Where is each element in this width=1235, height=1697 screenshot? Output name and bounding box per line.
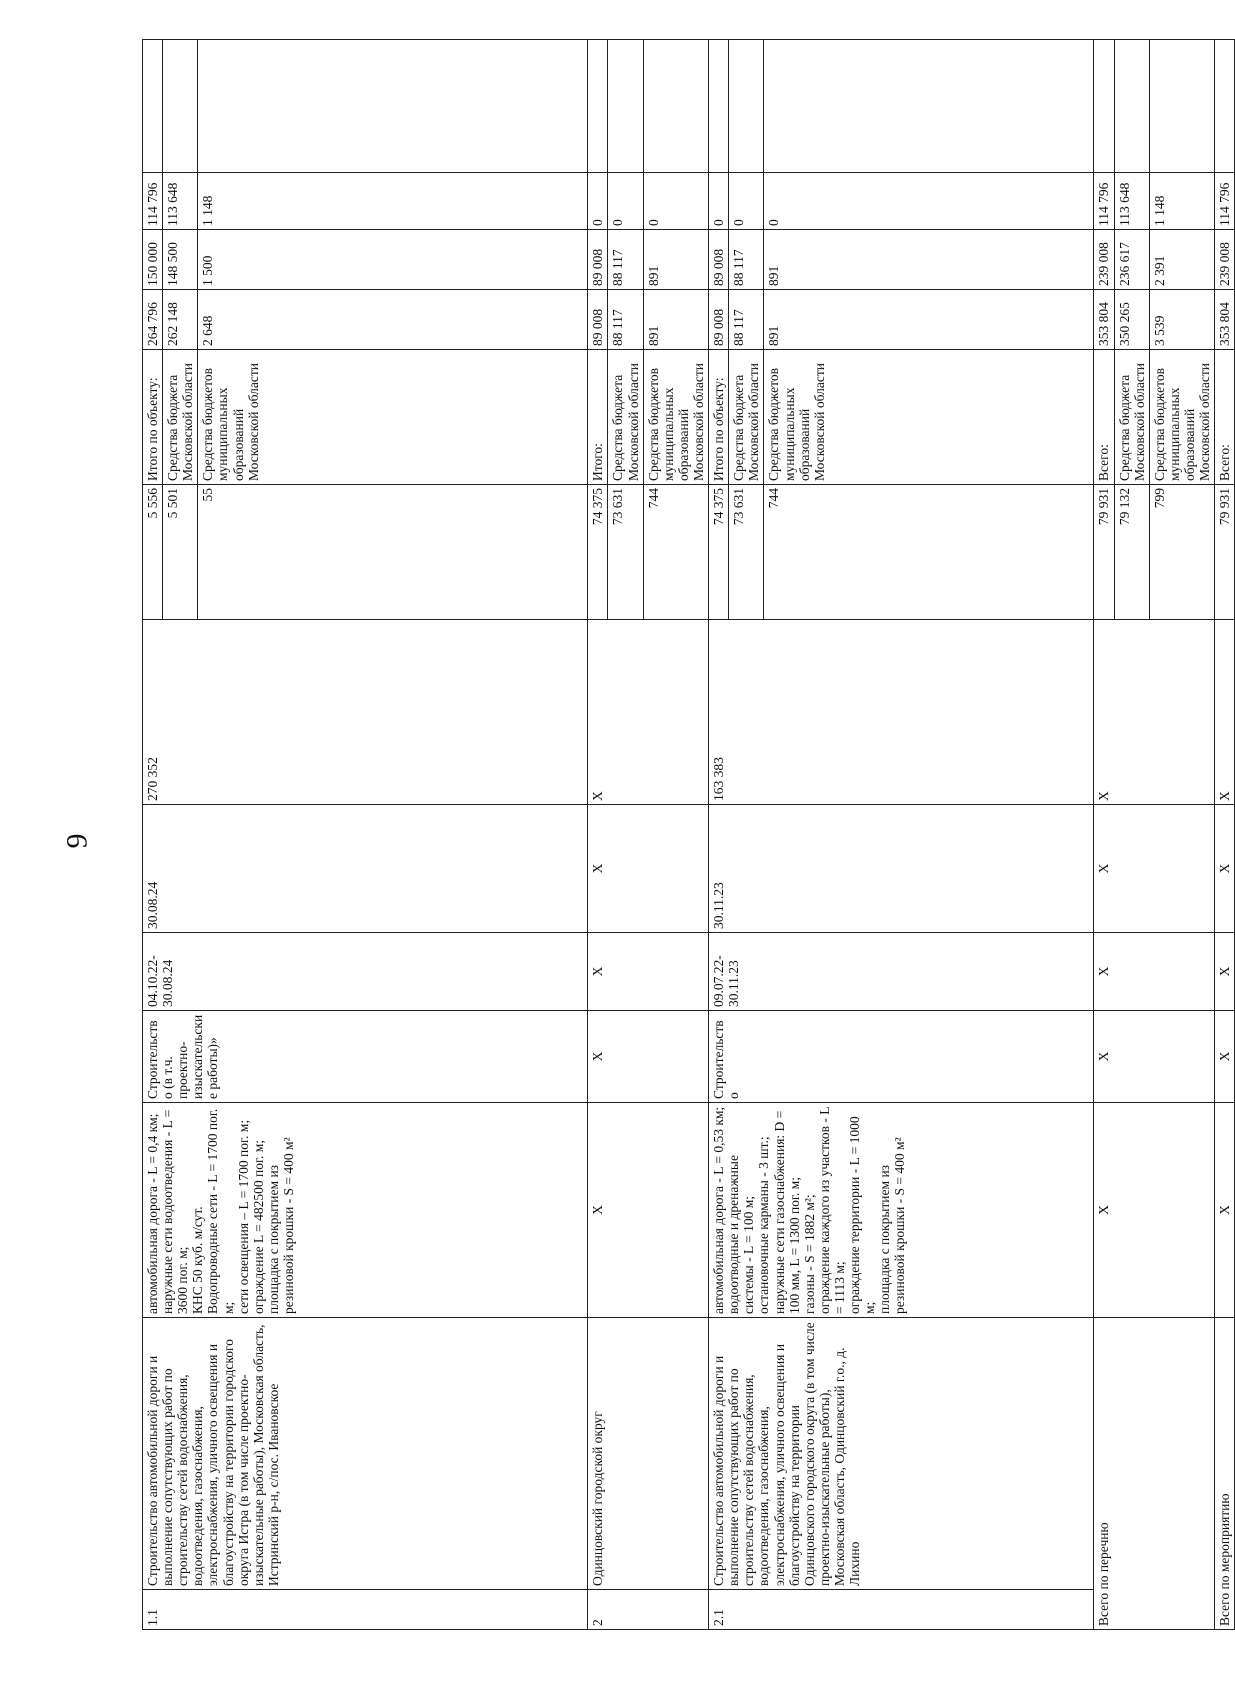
funding-source: Средства бюджета Московской области xyxy=(163,350,198,485)
funding-total: 353 804 xyxy=(1215,290,1235,350)
x-mark: X xyxy=(1215,620,1235,805)
funding-source: Средства бюджетов муниципальных образований Московской области xyxy=(764,350,1094,485)
funding-source: Всего: xyxy=(1215,350,1235,485)
x-mark: X xyxy=(1094,1011,1215,1103)
work-type: X xyxy=(588,1011,709,1103)
funding-year-2: 114 796 xyxy=(1094,173,1114,230)
funding-year-2: 113 648 xyxy=(1114,173,1149,230)
x-mark: X xyxy=(1215,1103,1235,1318)
x-mark: X xyxy=(1215,1011,1235,1103)
funding-year-2: 113 648 xyxy=(163,173,198,230)
funding-source: Средства бюджетов муниципальных образований Московской области xyxy=(198,350,588,485)
funding-source: Средства бюджета Московской области xyxy=(1114,350,1149,485)
funding-total: 891 xyxy=(643,290,708,350)
funding-year-1: 891 xyxy=(643,230,708,290)
row-number: 2 xyxy=(588,1590,709,1630)
funded-amount: 73 631 xyxy=(729,485,764,620)
funding-year-1: 891 xyxy=(764,230,1094,290)
funded-amount: 73 631 xyxy=(608,485,643,620)
estimated-cost: 163 383 xyxy=(709,620,1094,805)
funded-amount: 55 xyxy=(198,485,588,620)
total-event-label: Всего по мероприятию xyxy=(1215,1318,1235,1630)
funding-source: Средства бюджета Московской области xyxy=(729,350,764,485)
funded-amount: 744 xyxy=(643,485,708,620)
work-period: 04.10.22-30.08.24 xyxy=(143,933,588,1011)
funding-year-1: 2 391 xyxy=(1149,230,1214,290)
funding-total: 353 804 xyxy=(1094,290,1114,350)
table-row xyxy=(143,40,163,1630)
empty-cell xyxy=(198,40,588,173)
empty-cell xyxy=(1114,40,1149,173)
funded-amount: 5 556 xyxy=(143,485,163,620)
funding-year-2: 1 148 xyxy=(1149,173,1214,230)
funding-source: Средства бюджетов муниципальных образований Московской области xyxy=(643,350,708,485)
x-mark: X xyxy=(1094,933,1215,1011)
table-row xyxy=(709,40,729,1630)
completion-date: X xyxy=(588,805,709,933)
funding-year-1: 88 117 xyxy=(608,230,643,290)
funding-year-1: 89 008 xyxy=(588,230,608,290)
funding-year-2: 114 796 xyxy=(1215,173,1235,230)
funding-year-1: 88 117 xyxy=(729,230,764,290)
funding-total: 891 xyxy=(764,290,1094,350)
rotated-table-wrapper xyxy=(142,40,1233,1630)
completion-date: 30.08.24 xyxy=(143,805,588,933)
funding-year-2: 0 xyxy=(643,173,708,230)
funding-total: 350 265 xyxy=(1114,290,1149,350)
funding-year-1: 150 000 xyxy=(143,230,163,290)
empty-cell xyxy=(588,40,608,173)
funding-source: Средства бюджета Московской области xyxy=(608,350,643,485)
funding-year-2: 0 xyxy=(709,173,729,230)
funded-amount: 744 xyxy=(764,485,1094,620)
funding-total: 89 008 xyxy=(709,290,729,350)
object-capacity: X xyxy=(588,1103,709,1318)
estimated-cost: X xyxy=(588,620,709,805)
funded-amount: 799 xyxy=(1149,485,1214,620)
funding-total: 89 008 xyxy=(588,290,608,350)
row-number: 2.1 xyxy=(709,1590,1094,1630)
funding-total: 264 796 xyxy=(143,290,163,350)
funding-year-2: 1 148 xyxy=(198,173,588,230)
empty-cell xyxy=(709,40,729,173)
funding-total: 262 148 xyxy=(163,290,198,350)
total-list-label: Всего по перечню xyxy=(1094,1318,1215,1630)
object-name: Строительство автомобильной дороги и выполнение сопутствующих работ по строительству сетей водоснабжения, водоотведения, газоснабжения, электроснабжения, уличного освещения и благоустройству на территории Одинцовского городского округа (в том числе проектно-изыскательные работы), Московская область, Одинцовский г.о., д. Лихино xyxy=(709,1318,1094,1590)
funding-total: 3 539 xyxy=(1149,290,1214,350)
funding-year-2: 0 xyxy=(764,173,1094,230)
funding-year-1: 89 008 xyxy=(709,230,729,290)
empty-cell xyxy=(1149,40,1214,173)
funding-total: 2 648 xyxy=(198,290,588,350)
funding-year-2: 0 xyxy=(608,173,643,230)
work-period: X xyxy=(588,933,709,1011)
x-mark: X xyxy=(1094,620,1215,805)
empty-cell xyxy=(1215,40,1235,173)
work-type: Строительство xyxy=(709,1011,1094,1103)
x-mark: X xyxy=(1215,933,1235,1011)
funded-amount: 79 931 xyxy=(1094,485,1114,620)
estimated-cost: 270 352 xyxy=(143,620,588,805)
work-period: 09.07.22-30.11.23 xyxy=(709,933,1094,1011)
funding-source: Итого: xyxy=(588,350,608,485)
funding-year-1: 1 500 xyxy=(198,230,588,290)
funded-amount: 79 132 xyxy=(1114,485,1149,620)
empty-cell xyxy=(608,40,643,173)
funding-year-1: 239 008 xyxy=(1094,230,1114,290)
object-name: Одинцовский городской округ xyxy=(588,1318,709,1590)
empty-cell xyxy=(643,40,708,173)
page-number: 9 xyxy=(60,833,94,849)
table-row xyxy=(1215,40,1235,1630)
work-type: Строительство (в т.ч. проектно-изыскательские работы)» xyxy=(143,1011,588,1103)
funding-year-2: 0 xyxy=(588,173,608,230)
funding-year-1: 239 008 xyxy=(1215,230,1235,290)
object-name: Строительство автомобильной дороги и выполнение сопутствующих работ по строительству сетей водоснабжения, водоотведения, газоснабжения, электроснабжения, уличного освещения и благоустройству на территории городского округа Истра (в том числе проектно-изыскательные работы), Московская область, Истринский р-н, с/пос. Ивановское xyxy=(143,1318,588,1590)
completion-date: 30.11.23 xyxy=(709,805,1094,933)
funded-amount: 79 931 xyxy=(1215,485,1235,620)
empty-cell xyxy=(729,40,764,173)
funding-source: Итого по объекту: xyxy=(709,350,729,485)
funded-amount: 74 375 xyxy=(709,485,729,620)
funding-total: 88 117 xyxy=(729,290,764,350)
object-list-table xyxy=(142,39,1235,1630)
empty-cell xyxy=(1094,40,1114,173)
object-capacity: автомобильная дорога - L = 0,53 км; водоотводные и дренажные системы - L = 100 м; остановочные карманы - 3 шт.; наружные сети газоснабжения: D = 100 мм, L = 1300 пог. м; газоны - S = 1882 м²; ограждение каждого из участков - L = 1113 м; ограждение территории - L = 1000 м; площадка с покрытием из резиновой крошки - S = 400 м² xyxy=(709,1103,1094,1318)
empty-cell xyxy=(764,40,1094,173)
funding-total: 88 117 xyxy=(608,290,643,350)
empty-cell xyxy=(143,40,163,173)
empty-cell xyxy=(163,40,198,173)
object-capacity: автомобильная дорога - L = 0,4 км; наружные сети водоотведения - L = 3600 пог. м; КНС 50 куб. м/сут. Водопроводные сети - L = 1700 пог. м; сети освещения – L = 1700 пог. м; ограждение L = 482500 пог. м; площадка с покрытием из резиновой крошки - S = 400 м² xyxy=(143,1103,588,1318)
funded-amount: 74 375 xyxy=(588,485,608,620)
table-row xyxy=(588,40,608,1630)
x-mark: X xyxy=(1094,805,1215,933)
funding-year-1: 236 617 xyxy=(1114,230,1149,290)
funding-source: Средства бюджетов муниципальных образований Московской области xyxy=(1149,350,1214,485)
table-row xyxy=(1094,40,1114,1630)
funding-year-1: 148 500 xyxy=(163,230,198,290)
funding-source: Всего: xyxy=(1094,350,1114,485)
x-mark: X xyxy=(1215,805,1235,933)
funding-source: Итого по объекту: xyxy=(143,350,163,485)
row-number: 1.1 xyxy=(143,1590,588,1630)
x-mark: X xyxy=(1094,1103,1215,1318)
funded-amount: 5 501 xyxy=(163,485,198,620)
funding-year-2: 0 xyxy=(729,173,764,230)
funding-year-2: 114 796 xyxy=(143,173,163,230)
